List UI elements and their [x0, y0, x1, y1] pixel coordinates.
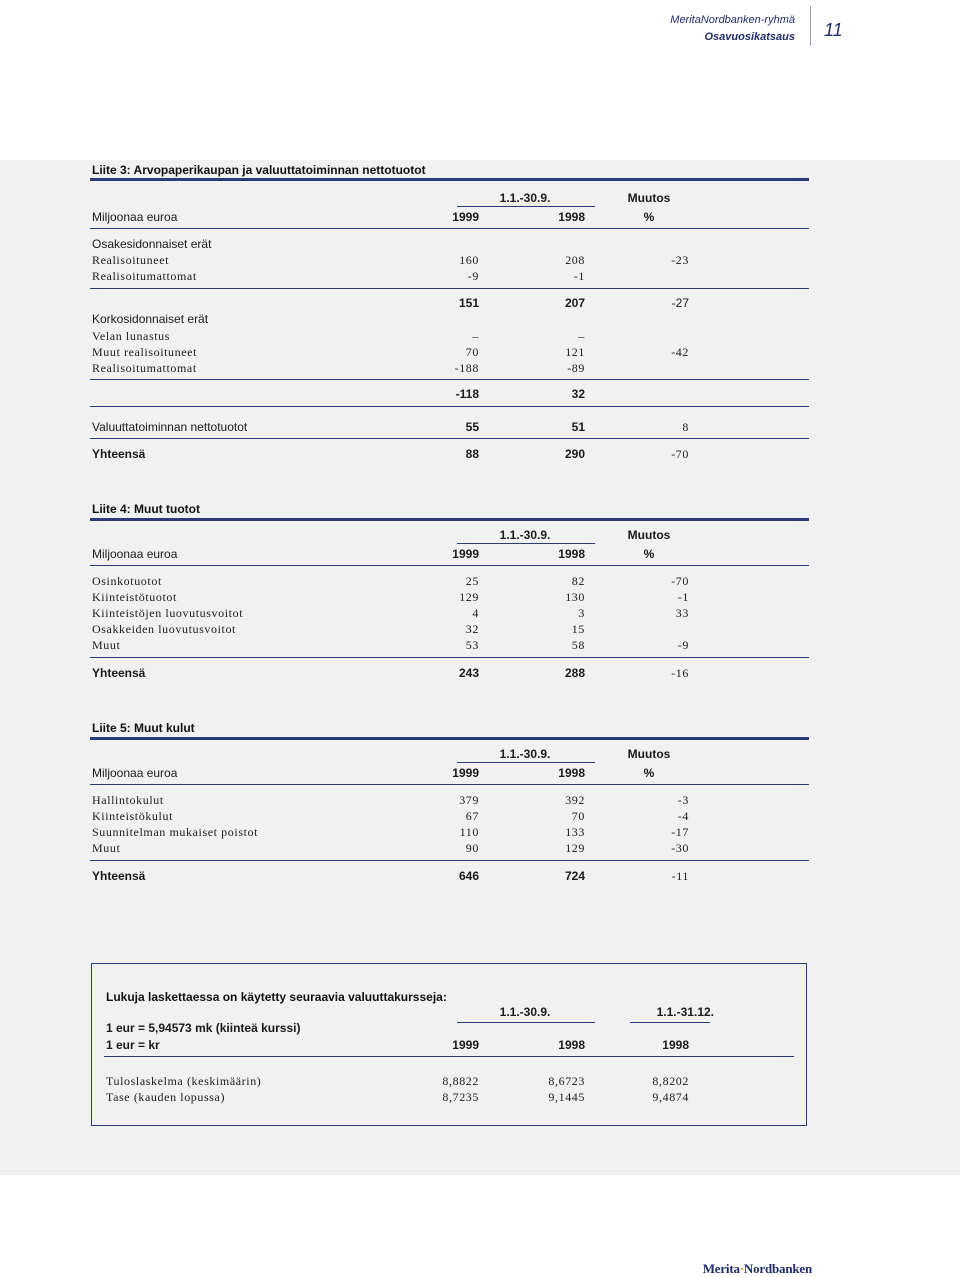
total-1999: 646	[458, 869, 479, 883]
total-1998: 207	[564, 296, 585, 310]
table-row	[92, 361, 692, 377]
total-change: -27	[671, 296, 689, 310]
table-row	[92, 809, 692, 825]
table-row	[92, 269, 692, 285]
total-1998: 290	[564, 447, 585, 461]
liite5-period-rule	[457, 762, 595, 763]
liite4-title: Liite 4: Muut tuotot	[92, 502, 200, 516]
liite3-valuutta-rule	[90, 438, 809, 439]
table-row	[92, 825, 692, 841]
liite5-top-rule	[90, 737, 809, 740]
liite3-korko-heading-text: Korkosidonnaiset erät	[92, 312, 209, 326]
row-1999: –	[472, 329, 479, 343]
row-1999: 32	[465, 622, 479, 636]
total-change: -70	[671, 447, 689, 461]
row-1998: 392	[565, 793, 585, 807]
row-1998: 121	[565, 345, 585, 359]
row-label: Osakkeiden luovutusvoitot	[92, 622, 236, 636]
table-row	[92, 638, 692, 654]
row-change: -1	[677, 590, 689, 604]
liite5-change-header: Muutos	[627, 747, 671, 761]
liite3-pct: %	[643, 210, 655, 224]
kurssit-y1998a: 1998	[558, 1038, 585, 1052]
row-change: -23	[671, 253, 689, 267]
liite5-header-rule	[90, 784, 809, 785]
total-1999: 243	[458, 666, 479, 680]
total-1999: 151	[458, 296, 479, 310]
kurssit-line2-row	[106, 1038, 706, 1054]
liite4-total-row	[92, 666, 692, 682]
liite3-osake-heading	[92, 237, 692, 253]
total-label: Yhteensä	[92, 666, 146, 680]
liite4-unit: Miljoonaa euroa	[92, 547, 178, 561]
row-1999: 160	[459, 253, 479, 267]
row-v1: 8,7235	[442, 1090, 479, 1104]
row-label: Valuuttatoiminnan nettotuotot	[92, 420, 248, 434]
row-1998: 70	[571, 809, 585, 823]
table-row	[92, 606, 692, 622]
total-change: -11	[671, 869, 689, 883]
total-1998: 724	[564, 869, 585, 883]
row-change: -42	[671, 345, 689, 359]
liite4-unit-row	[92, 547, 692, 563]
liite5-y1999: 1999	[452, 766, 479, 780]
page-number: 11	[824, 20, 843, 40]
row-label: Velan lunastus	[92, 329, 171, 343]
row-v1: 8,8822	[442, 1074, 479, 1088]
table-row	[92, 793, 692, 809]
header-brand: MeritaNordbanken-ryhmä	[670, 14, 795, 26]
row-label: Muut realisoituneet	[92, 345, 198, 359]
liite3-y1999: 1999	[452, 210, 479, 224]
liite4-period-row	[92, 528, 692, 544]
liite3-korko-total	[92, 387, 692, 403]
row-1998: 15	[571, 622, 585, 636]
row-change: -3	[677, 793, 689, 807]
row-1999: 4	[472, 606, 479, 620]
kurssit-title: Lukuja laskettaessa on käytetty seuraavia valuuttakursseja:	[106, 990, 447, 1004]
table-row	[92, 345, 692, 361]
row-label: Tase (kauden lopussa)	[106, 1090, 226, 1104]
kurssit-y1999: 1999	[452, 1038, 479, 1052]
row-v2: 9,1445	[548, 1090, 585, 1104]
total-1999: -118	[455, 387, 479, 401]
row-1999: 55	[465, 420, 479, 434]
row-label: Hallintokulut	[92, 793, 164, 807]
row-1999: 90	[465, 841, 479, 855]
kurssit-line1-row	[106, 1021, 706, 1037]
row-1998: 51	[571, 420, 585, 434]
row-1999: 379	[459, 793, 479, 807]
row-1998: -89	[567, 361, 585, 375]
total-label: Yhteensä	[92, 447, 146, 461]
kurssit-header-rule	[104, 1056, 794, 1057]
liite4-y1999: 1999	[452, 547, 479, 561]
kurssit-period1: 1.1.-30.9.	[499, 1005, 551, 1019]
kurssit-period2: 1.1.-31.12.	[656, 1005, 714, 1019]
row-change: -9	[677, 638, 689, 652]
liite4-top-rule	[90, 518, 809, 521]
liite3-osake-total	[92, 296, 692, 312]
row-change: -17	[671, 825, 689, 839]
row-change: -4	[677, 809, 689, 823]
liite5-title: Liite 5: Muut kulut	[92, 721, 195, 735]
total-label: Yhteensä	[92, 869, 146, 883]
row-1999: 129	[459, 590, 479, 604]
total-1998: 32	[571, 387, 585, 401]
liite3-y1998: 1998	[558, 210, 585, 224]
liite4-rows-rule	[90, 657, 809, 658]
row-1998: 208	[565, 253, 585, 267]
liite5-unit: Miljoonaa euroa	[92, 766, 178, 780]
header-divider	[810, 6, 811, 46]
row-1998: 133	[565, 825, 585, 839]
logo-dot-icon: ·	[739, 1261, 744, 1276]
row-label: Suunnitelman mukaiset poistot	[92, 825, 259, 839]
table-row	[92, 329, 692, 345]
liite3-unit: Miljoonaa euroa	[92, 210, 178, 224]
liite5-total-row	[92, 869, 692, 885]
table-row	[92, 574, 692, 590]
row-change: -30	[671, 841, 689, 855]
row-1999: 25	[465, 574, 479, 588]
row-change: -70	[671, 574, 689, 588]
liite5-unit-row	[92, 766, 692, 782]
table-row	[92, 841, 692, 857]
kurssit-y1998b: 1998	[662, 1038, 689, 1052]
row-1999: 67	[465, 809, 479, 823]
row-1999: -188	[454, 361, 479, 375]
liite3-period: 1.1.-30.9.	[499, 191, 551, 205]
liite3-korko-heading	[92, 312, 692, 328]
logo-left: Merita	[702, 1261, 740, 1276]
liite3-valuutta-row	[92, 420, 692, 436]
row-change: 8	[682, 420, 689, 434]
liite4-period-rule	[457, 543, 595, 544]
meritanordbanken-logo	[703, 1261, 812, 1277]
total-1998: 288	[564, 666, 585, 680]
row-change: 33	[675, 606, 689, 620]
row-v3: 9,4874	[652, 1090, 689, 1104]
kurssit-line2: 1 eur = kr	[106, 1038, 160, 1052]
liite4-change-header: Muutos	[627, 528, 671, 542]
row-1998: 3	[578, 606, 585, 620]
liite5-y1998: 1998	[558, 766, 585, 780]
row-1998: 82	[571, 574, 585, 588]
liite5-period-row	[92, 747, 692, 763]
table-row	[106, 1090, 706, 1106]
liite3-unit-row	[92, 210, 692, 226]
row-1998: -1	[573, 269, 585, 283]
row-label: Realisoitumattomat	[92, 269, 197, 283]
row-label: Realisoituneet	[92, 253, 170, 267]
row-label: Osinkotuotot	[92, 574, 162, 588]
liite3-period-row	[92, 191, 692, 207]
liite3-title: Liite 3: Arvopaperikaupan ja valuuttatoiminnan nettotuotot	[92, 163, 426, 177]
kurssit-period-row	[106, 1005, 714, 1021]
row-label: Muut	[92, 841, 121, 855]
liite3-korko-rule	[90, 379, 809, 380]
liite4-period: 1.1.-30.9.	[499, 528, 551, 542]
liite4-pct: %	[643, 547, 655, 561]
liite3-total-row	[92, 447, 692, 463]
liite5-rows-rule	[90, 860, 809, 861]
row-1999: 53	[465, 638, 479, 652]
liite4-y1998: 1998	[558, 547, 585, 561]
row-1998: –	[578, 329, 585, 343]
row-1999: 70	[465, 345, 479, 359]
liite3-top-rule	[90, 178, 809, 181]
liite3-header-rule	[90, 228, 809, 229]
liite3-osake-rule	[90, 288, 809, 289]
liite4-header-rule	[90, 565, 809, 566]
liite3-korko-total-rule	[90, 406, 809, 407]
row-1999: 110	[459, 825, 479, 839]
row-label: Muut	[92, 638, 121, 652]
row-label: Kiinteistöjen luovutusvoitot	[92, 606, 244, 620]
table-row	[92, 253, 692, 269]
row-v3: 8,8202	[652, 1074, 689, 1088]
liite3-osake-heading-text: Osakesidonnaiset erät	[92, 237, 212, 251]
row-v2: 8,6723	[548, 1074, 585, 1088]
liite5-period: 1.1.-30.9.	[499, 747, 551, 761]
total-1999: 88	[465, 447, 479, 461]
row-label: Realisoitumattomat	[92, 361, 197, 375]
row-1998: 129	[565, 841, 585, 855]
liite3-period-rule	[457, 206, 595, 207]
table-row	[92, 590, 692, 606]
table-row	[92, 622, 692, 638]
row-1998: 58	[571, 638, 585, 652]
liite3-change-header: Muutos	[627, 191, 671, 205]
logo-right: Nordbanken	[743, 1261, 812, 1276]
total-change: -16	[671, 666, 689, 680]
kurssit-line1: 1 eur = 5,94573 mk (kiinteä kurssi)	[106, 1021, 301, 1035]
header-subtitle: Osavuosikatsaus	[704, 31, 795, 43]
row-label: Kiinteistökulut	[92, 809, 173, 823]
row-label: Kiinteistötuotot	[92, 590, 177, 604]
row-1999: -9	[467, 269, 479, 283]
liite5-pct: %	[643, 766, 655, 780]
row-1998: 130	[565, 590, 585, 604]
table-row	[106, 1074, 706, 1090]
row-label: Tuloslaskelma (keskimäärin)	[106, 1074, 262, 1088]
